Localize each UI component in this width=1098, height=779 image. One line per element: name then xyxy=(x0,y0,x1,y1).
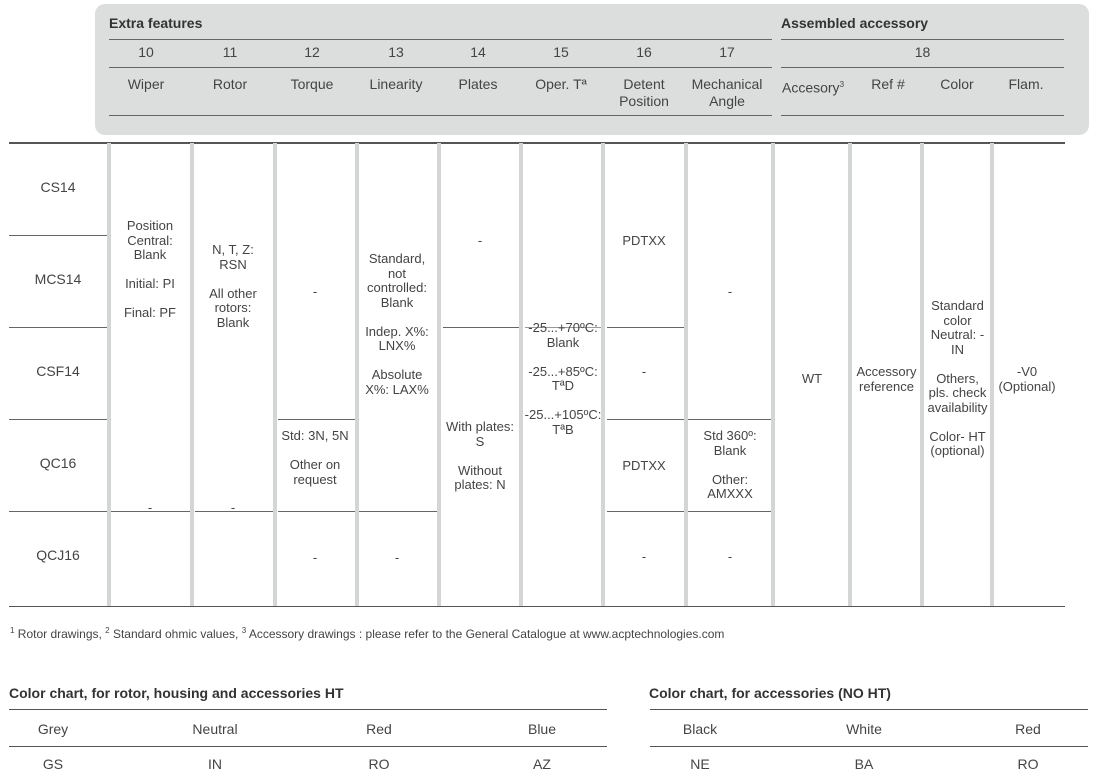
cell-flam: -V0 (Optional) xyxy=(998,364,1056,394)
cell-angle-top: - xyxy=(727,284,733,299)
table-top-border xyxy=(9,142,1065,144)
col-title-detent-position: Detent Position xyxy=(619,76,669,109)
column-separator xyxy=(273,143,277,606)
color-chart-noht-line xyxy=(650,746,1088,747)
cell-detent-csf14: - xyxy=(641,364,647,379)
cell-detent-top: PDTXX xyxy=(622,233,666,248)
cell-angle-qcj16: - xyxy=(727,549,733,564)
color-code: IN xyxy=(208,756,222,772)
column-separator xyxy=(920,143,924,606)
col-title-torque: Torque xyxy=(290,76,334,92)
cell-torque-qcj16: - xyxy=(312,550,318,565)
cell-plates-bottom: With plates: S Without plates: N xyxy=(446,419,514,492)
col-number-18: 18 xyxy=(914,44,931,60)
col-title-color: Color xyxy=(940,76,974,92)
color-code: RO xyxy=(1017,756,1039,772)
cell-linearity-main: Standard, not controlled: Blank Indep. X%: LNX% Absolute X%: LAX% xyxy=(365,251,429,397)
detent-divider xyxy=(607,327,685,328)
color-code: RO xyxy=(368,756,390,772)
color-chart-ht-line xyxy=(9,746,607,747)
group-extra-features: Extra features xyxy=(109,15,203,31)
plates-divider xyxy=(443,327,521,328)
header-line xyxy=(109,67,772,68)
cell-torque-qc16: Std: 3N, 5N Other on request xyxy=(281,428,349,487)
col-title-plates: Plates xyxy=(458,76,498,92)
col-number-10: 10 xyxy=(138,44,154,60)
group-assembled-accessory: Assembled accessory xyxy=(781,15,929,31)
column-separator xyxy=(771,143,775,606)
color-name: Grey xyxy=(37,721,69,737)
column-separator xyxy=(990,143,994,606)
cell-oper-temp: -25...+70ºC: Blank -25...+85ºC: TªD -25...+105ºC: TªB xyxy=(524,320,602,437)
row-label-cs14: CS14 xyxy=(40,179,76,195)
column-separator xyxy=(848,143,852,606)
col-title-rotor: Rotor xyxy=(212,76,248,92)
col-title-accesory: Accesory$^3$ xyxy=(781,79,845,96)
header-line xyxy=(781,67,1064,68)
color-chart-ht-line xyxy=(9,709,607,710)
color-chart-noht-line xyxy=(650,709,1088,710)
detent-angle-divider xyxy=(607,511,772,512)
table-bottom-border xyxy=(9,606,1065,607)
column-separator xyxy=(437,143,441,606)
col-number-17: 17 xyxy=(719,44,735,60)
cell-plates-top: - xyxy=(477,233,483,248)
row-label-mcs14: MCS14 xyxy=(34,271,82,287)
color-name: Red xyxy=(1015,721,1041,737)
cell-wiper-main: Position Central: Blank Initial: PI Final: PF xyxy=(123,218,176,320)
col-number-13: 13 xyxy=(388,44,404,60)
color-chart-noht-title: Color chart, for accessories (NO HT) xyxy=(649,685,891,701)
color-code: AZ xyxy=(533,756,551,772)
col-title-linearity: Linearity xyxy=(369,76,423,92)
cell-wiper-qcj16: - xyxy=(147,500,153,515)
col-title-mechanical-angle: Mechanical Angle xyxy=(691,76,763,109)
header-line xyxy=(109,115,772,116)
cell-detent-qcj16: - xyxy=(641,549,647,564)
cell-rotor-qcj16: - xyxy=(230,500,236,515)
color-name: Neutral xyxy=(192,721,238,737)
color-name: Blue xyxy=(527,721,557,737)
row-divider xyxy=(9,327,107,328)
row-divider xyxy=(9,235,107,236)
col-number-14: 14 xyxy=(470,44,486,60)
cell-color: Standard color Neutral: -IN Others, pls. check availability Color- HT (optional) xyxy=(927,298,988,458)
color-code: GS xyxy=(42,756,64,772)
color-code: NE xyxy=(690,756,710,772)
color-name: Red xyxy=(366,721,392,737)
cell-angle-qc16: Std 360º: Blank Other: AMXXX xyxy=(703,428,757,501)
detent-angle-divider xyxy=(607,419,772,420)
col-title-flam: Flam. xyxy=(1008,76,1044,92)
col-number-11: 11 xyxy=(222,44,238,60)
header-line xyxy=(781,39,1064,40)
col-number-12: 12 xyxy=(304,44,320,60)
header-line xyxy=(781,115,1064,116)
torque-divider xyxy=(278,419,355,420)
row-label-csf14: CSF14 xyxy=(36,363,80,379)
cell-torque-top: - xyxy=(312,284,318,299)
col-number-15: 15 xyxy=(553,44,569,60)
column-separator xyxy=(684,143,688,606)
color-chart-ht-title: Color chart, for rotor, housing and accessories HT xyxy=(9,685,344,701)
footnote: $^1$ Rotor drawings, $^2$ Standard ohmic values, $^3$ Accessory drawings : please refer to the General Catalogue at www.acptechnologies.com xyxy=(10,626,725,641)
cell-rotor-main: N, T, Z: RSN All other rotors: Blank xyxy=(209,242,257,330)
color-name: Black xyxy=(682,721,718,737)
row-label-qcj16: QCJ16 xyxy=(36,547,80,563)
column-separator xyxy=(190,143,194,606)
row-label-qc16: QC16 xyxy=(39,455,77,471)
column-separator xyxy=(355,143,359,606)
col-number-16: 16 xyxy=(636,44,652,60)
color-code: BA xyxy=(854,756,874,772)
cell-linearity-qcj16: - xyxy=(394,550,400,565)
cell-ref: Accessory reference xyxy=(856,364,917,394)
cell-accesory: WT xyxy=(801,371,823,386)
row-divider xyxy=(9,419,107,420)
cell-detent-qc16: PDTXX xyxy=(622,458,666,473)
header-line xyxy=(109,39,772,40)
col-title-wiper: Wiper xyxy=(127,76,165,92)
col-title-ref: Ref # xyxy=(871,76,905,92)
color-name: White xyxy=(846,721,882,737)
row-divider xyxy=(9,511,107,512)
col-title-oper-temp: Oper. Tª xyxy=(535,76,587,92)
